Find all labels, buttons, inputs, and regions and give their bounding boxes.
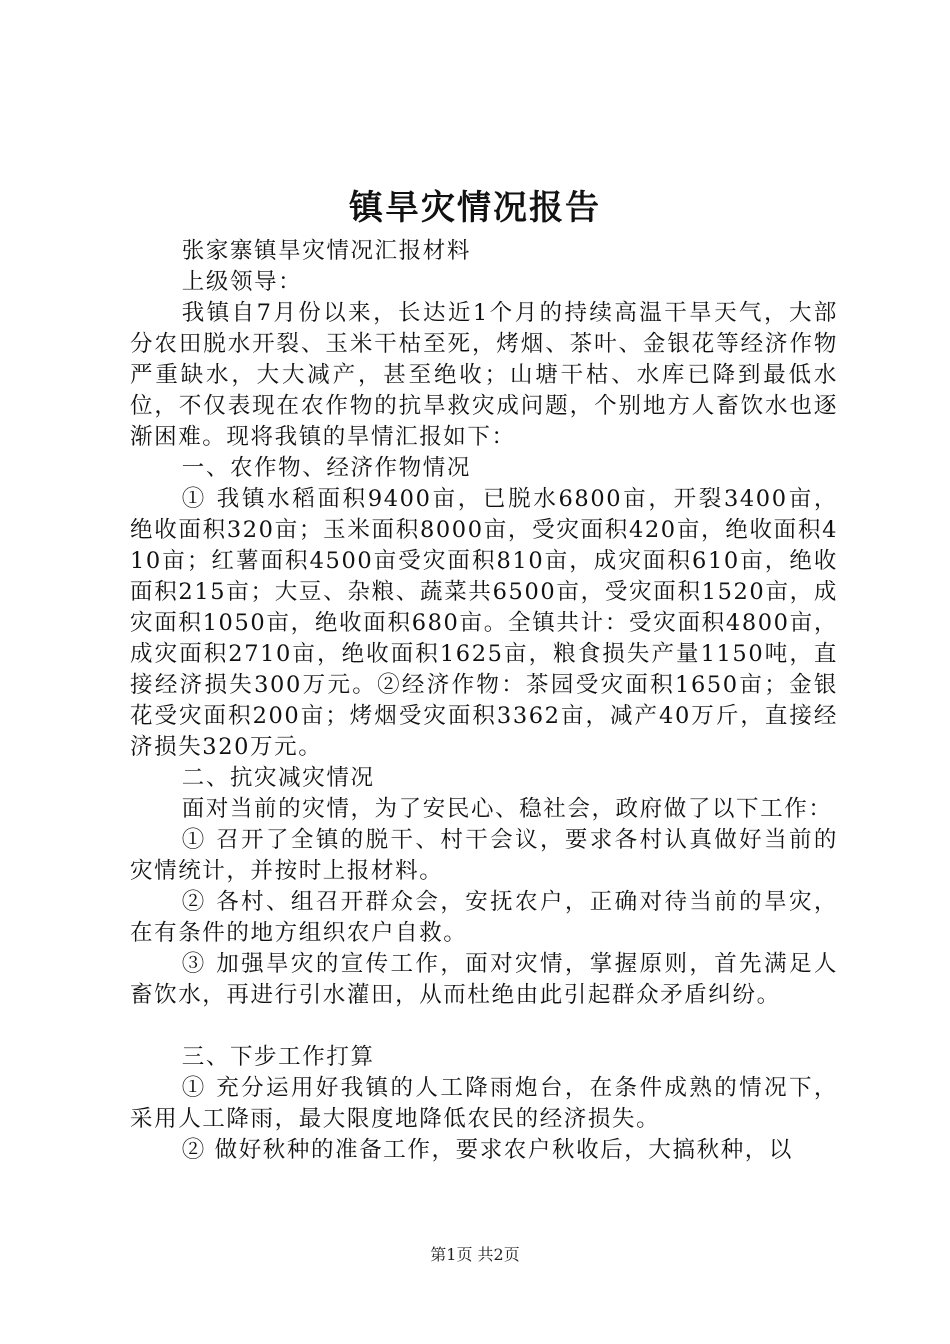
- list-item-next-2: ② 做好秋种的准备工作，要求农户秋收后，大搞秋种，以: [181, 1137, 794, 1163]
- page-title: 镇旱灾情况报告: [349, 188, 601, 228]
- section-heading-relief: 二、抗灾减灾情况: [181, 765, 375, 791]
- page-number-footer: 第1页 共2页: [430, 1245, 520, 1264]
- paragraph-salutation: 上级领导：: [181, 269, 303, 295]
- paragraph-relief-intro: 面对当前的灾情，为了安民心、稳社会，政府做了以下工作：: [181, 796, 833, 822]
- section-heading-next-steps: 三、下步工作打算: [181, 1044, 375, 1070]
- list-item-next-1: ① 充分运用好我镇的人工降雨炮台，在条件成熟的情况下，采用人工降雨，最大限度地降低农民的经济损失。: [130, 1075, 838, 1132]
- paragraph-subtitle: 张家寨镇旱灾情况汇报材料: [181, 238, 471, 264]
- list-item-relief-1: ① 召开了全镇的脱干、村干会议，要求各村认真做好当前的灾情统计，并按时上报材料。: [130, 827, 838, 884]
- paragraph-crop-statistics: ① 我镇水稻面积9400亩，已脱水6800亩，开裂3400亩，绝收面积320亩；玉米面积8000亩，受灾面积420亩，绝收面积410亩；红薯面积4500亩受灾面积810亩，成灾面积610亩，绝收面积215亩；大豆、杂粮、蔬菜共6500亩，受灾面积1520亩，成灾面积1050亩，绝收面积680亩。全镇共计：受灾面积4800亩，成灾面积2710亩，绝收面积1625亩，粮食损失产量1150吨，直接经济损失300万元。②经济作物：茶园受灾面积1650亩；金银花受灾面积200亩；烤烟受灾面积3362亩，减产40万斤，直接经济损失320万元。: [130, 486, 838, 760]
- paragraph-intro: 我镇自7月份以来，长达近1个月的持续高温干旱天气，大部分农田脱水开裂、玉米干枯至死，烤烟、茶叶、金银花等经济作物严重缺水，大大减产，甚至绝收；山塘干枯、水库已降到最低水位，不仅表现在农作物的抗旱救灾成问题，个别地方人畜饮水也逐渐困难。现将我镇的旱情汇报如下：: [130, 300, 838, 450]
- list-item-relief-3: ③ 加强旱灾的宣传工作，面对灾情，掌握原则，首先满足人畜饮水，再进行引水灌田，从而杜绝由此引起群众矛盾纠纷。: [130, 951, 838, 1008]
- section-heading-crops: 一、农作物、经济作物情况: [181, 455, 471, 481]
- document-body: [130, 236, 838, 1166]
- list-item-relief-2: ② 各村、组召开群众会，安抚农户，正确对待当前的旱灾，在有条件的地方组织农户自救。: [130, 889, 838, 946]
